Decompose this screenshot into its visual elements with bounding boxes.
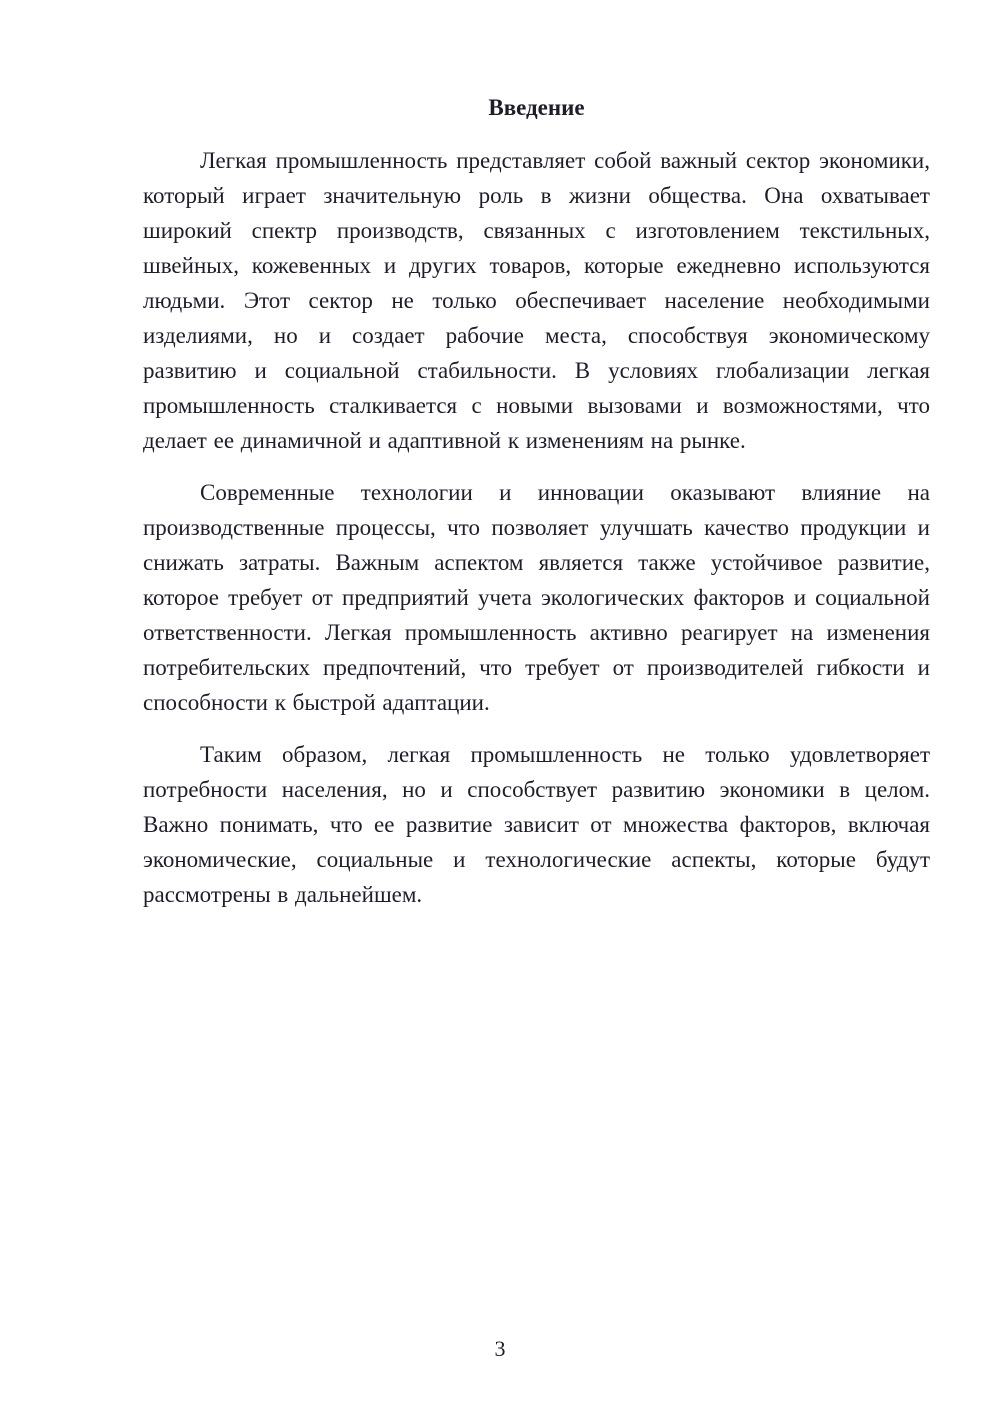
page-number: 3 bbox=[494, 1336, 506, 1361]
paragraph-intro-2: Современные технологии и инновации оказывают влияние на производственные процессы, что позволяет улучшать качество продукции и снижать затраты. Важным аспектом является также устойчивое развитие, которое требует от предприятий учета экологических факторов и социальной ответственности. Легкая промышленность активно реагирует на изменения потребительских предпочтений, что требует от производителей гибкости и способности к быстрой адаптации. bbox=[143, 480, 930, 715]
page-title: Введение bbox=[488, 95, 585, 120]
paragraph-intro-3: Таким образом, легкая промышленность не только удовлетворяет потребности населения, но и способствует развитию экономики в целом. Важно понимать, что ее развитие зависит от множества факторов, включая экономические, социальные и технологические аспекты, которые будут рассмотрены в дальнейшем. bbox=[143, 742, 930, 907]
paragraph-intro-1: Легкая промышленность представляет собой важный сектор экономики, который играет значительную роль в жизни общества. Она охватывает широкий спектр производств, связанных с изготовлением текстильных, швейных, кожевенных и других товаров, которые ежедневно используются людьми. Этот сектор не только обеспечивает население необходимыми изделиями, но и создает рабочие места, способствуя экономическому развитию и социальной стабильности. В условиях глобализации легкая промышленность сталкивается с новыми вызовами и возможностями, что делает ее динамичной и адаптивной к изменениям на рынке. bbox=[143, 148, 930, 453]
